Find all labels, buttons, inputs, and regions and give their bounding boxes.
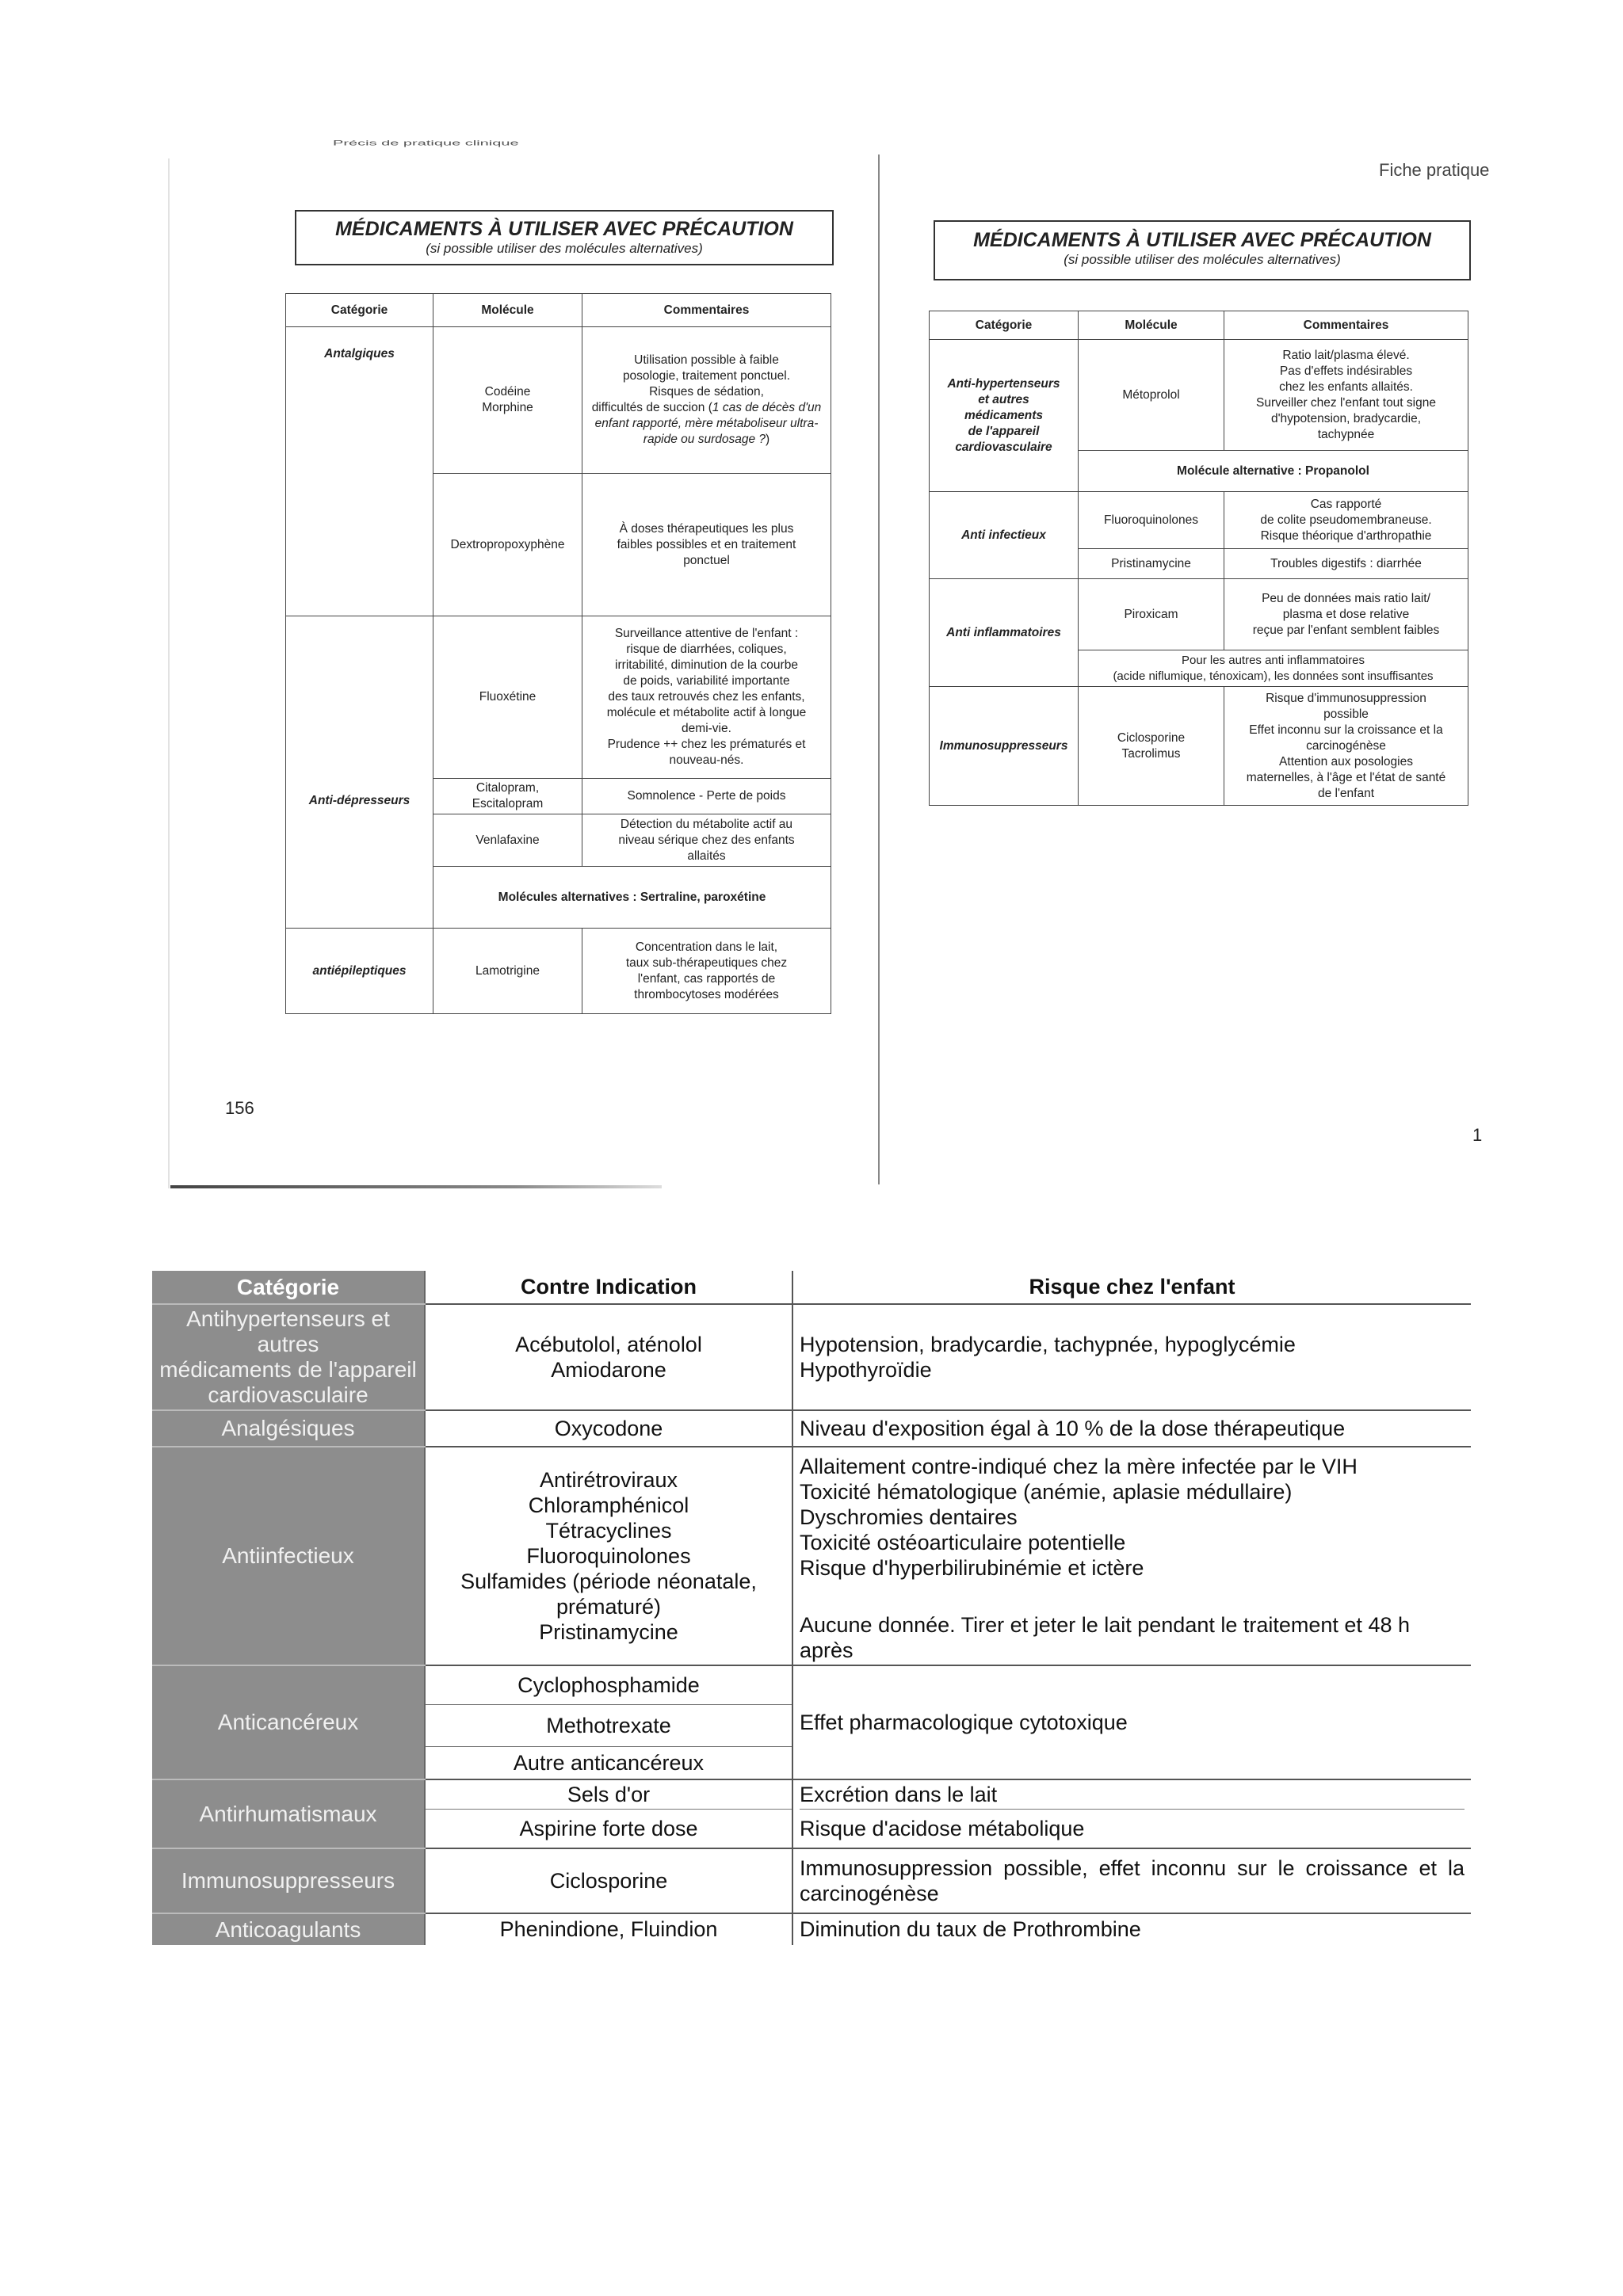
bt-category: Anticoagulants	[152, 1913, 425, 1945]
comment-fluoroquinolones: Cas rapporté de colite pseudomembraneuse. Risque théorique d'arthropathie	[1224, 492, 1468, 549]
molecule-codeine-morphine: Codéine Morphine	[433, 327, 582, 474]
molecule-citalopram: Citalopram, Escitalopram	[433, 779, 582, 814]
right-title: MÉDICAMENTS À UTILISER AVEC PRÉCAUTION	[973, 229, 1431, 251]
bt-contre-indication: Cyclophosphamide Methotrexate Autre anticancéreux	[425, 1665, 792, 1779]
bt-contre-indication: Antirétroviraux Chloramphénicol Tétracyclines Fluoroquinolones Sulfamides (période néonatale, prématuré) Pristinamycine	[425, 1447, 792, 1665]
table-row	[152, 1410, 1471, 1447]
bt-risque: Immunosuppression possible, effet inconnu sur le croissance et la carcinogénèse	[792, 1848, 1471, 1913]
antidepresseurs-alternative: Molécules alternatives : Sertraline, paroxétine	[433, 867, 831, 929]
bt-header-categorie: Catégorie	[152, 1271, 425, 1304]
category-antihypertenseurs: Anti-hypertenseurs et autres médicaments de l'appareil cardiovasculaire	[930, 340, 1079, 492]
molecule-ciclosporine-tacrolimus: Ciclosporine Tacrolimus	[1079, 687, 1224, 806]
table-row	[152, 1848, 1471, 1913]
category-antidepresseurs: Anti-dépresseurs	[286, 616, 433, 929]
bt-risque: Allaitement contre-indiqué chez la mère infectée par le VIH Toxicité hématologique (anémie, aplasie médullaire) Dyschromies dentaires Toxicité ostéoarticulaire potentielle Risque d'hyperbilirubinémie et ictère Aucune donnée. Tirer et jeter le lait pendant le traitement et 48 h après	[792, 1447, 1471, 1665]
comment-citalopram: Somnolence - Perte de poids	[582, 779, 831, 814]
comment-piroxicam: Peu de données mais ratio lait/ plasma et dose relative reçue par l'enfant semblent faibles	[1224, 579, 1468, 650]
bt-contre-indication: Sels d'or Aspirine forte dose	[425, 1779, 792, 1848]
rcol-header-categorie: Catégorie	[930, 311, 1079, 340]
bt-header-contre-indication: Contre Indication	[425, 1271, 792, 1304]
right-subtitle: (si possible utiliser des molécules alternatives)	[1064, 252, 1341, 267]
table-row	[152, 1665, 1471, 1779]
antiinflammatoires-note: Pour les autres anti inflammatoires (acide niflumique, ténoxicam), les données sont insuffisantes	[1079, 650, 1468, 687]
molecule-venlafaxine: Venlafaxine	[433, 814, 582, 867]
table-row	[152, 1779, 1471, 1848]
contraindication-table	[152, 1271, 1471, 1945]
bt-category: Antihypertenseurs et autres médicaments de l'appareil cardiovasculaire	[152, 1304, 425, 1410]
left-margin-line	[168, 158, 170, 1188]
comment-dextropropoxyphene: À doses thérapeutiques les plus faibles possibles et en traitement ponctuel	[582, 474, 831, 616]
category-antiinfectieux: Anti infectieux	[930, 492, 1079, 579]
page-divider	[878, 154, 880, 1184]
left-table	[285, 293, 831, 1014]
bt-contre-indication: Ciclosporine	[425, 1848, 792, 1913]
scan-bottom-edge	[170, 1185, 662, 1188]
molecule-fluoroquinolones: Fluoroquinolones	[1079, 492, 1224, 549]
bt-category: Immunosuppresseurs	[152, 1848, 425, 1913]
right-title-box	[934, 220, 1471, 280]
bt-risque: Diminution du taux de Prothrombine	[800, 1917, 1141, 1941]
bt-category: Analgésiques	[152, 1410, 425, 1447]
molecule-pristinamycine: Pristinamycine	[1079, 549, 1224, 579]
left-subtitle: (si possible utiliser des molécules alternatives)	[426, 241, 703, 256]
category-antiinflammatoires: Anti inflammatoires	[930, 579, 1079, 687]
rcol-header-commentaires: Commentaires	[1224, 311, 1468, 340]
antihypertenseurs-alternative: Molécule alternative : Propanolol	[1079, 451, 1468, 492]
comment-lamotrigine: Concentration dans le lait, taux sub-thérapeutiques chez l'enfant, cas rapportés de thrombocytoses modérées	[582, 929, 831, 1014]
left-page-number: 156	[225, 1098, 254, 1118]
left-title-box	[295, 210, 834, 265]
category-antiepileptiques: antiépileptiques	[286, 929, 433, 1014]
table-row	[152, 1913, 1471, 1945]
rcol-header-molecule: Molécule	[1079, 311, 1224, 340]
molecule-piroxicam: Piroxicam	[1079, 579, 1224, 650]
bt-risque: Excrétion dans le lait Risque d'acidose métabolique	[792, 1779, 1471, 1848]
left-title: MÉDICAMENTS À UTILISER AVEC PRÉCAUTION	[335, 218, 793, 240]
col-header-categorie: Catégorie	[286, 294, 433, 327]
bt-header-risque: Risque chez l'enfant	[792, 1271, 1471, 1304]
table-row	[152, 1447, 1471, 1665]
bt-risque: Hypotension, bradycardie, tachypnée, hypoglycémie Hypothyroïdie	[792, 1304, 1471, 1410]
right-table	[929, 311, 1468, 806]
right-page-number: 1	[1472, 1125, 1483, 1145]
category-antalgiques: Antalgiques	[286, 327, 433, 616]
col-header-molecule: Molécule	[433, 294, 582, 327]
bt-risque: Niveau d'exposition égal à 10 % de la dose thérapeutique	[792, 1410, 1471, 1447]
bt-risque: Effet pharmacologique cytotoxique	[792, 1665, 1471, 1779]
category-immunosuppresseurs: Immunosuppresseurs	[930, 687, 1079, 806]
bt-category: Antirhumatismaux	[152, 1779, 425, 1848]
comment-metoprolol: Ratio lait/plasma élevé. Pas d'effets indésirables chez les enfants allaités. Surveiller chez l'enfant tout signe d'hypotension, bradycardie, tachypnée	[1224, 340, 1468, 451]
col-header-commentaires: Commentaires	[582, 294, 831, 327]
molecule-lamotrigine: Lamotrigine	[433, 929, 582, 1014]
right-page-header: Fiche pratique	[1379, 160, 1490, 180]
bt-contre-indication: Phenindione, Fluindion	[425, 1913, 792, 1945]
molecule-metoprolol: Métoprolol	[1079, 340, 1224, 451]
bt-category: Anticancéreux	[152, 1665, 425, 1779]
comment-venlafaxine: Détection du métabolite actif au niveau sérique chez des enfants allaités	[582, 814, 831, 867]
molecule-fluoxetine: Fluoxétine	[433, 616, 582, 779]
comment-codeine: Utilisation possible à faible posologie, traitement ponctuel. Risques de sédation, difficultés de succion (1 cas de décès d'un enfant rapporté, mère métaboliseur ultra-rapide ou surdosage ?)	[582, 327, 831, 474]
table-row	[152, 1304, 1471, 1410]
molecule-dextropropoxyphene: Dextropropoxyphène	[433, 474, 582, 616]
comment-pristinamycine: Troubles digestifs : diarrhée	[1224, 549, 1468, 579]
left-page-header: Précis de pratique clinique	[333, 139, 519, 147]
comment-ciclosporine: Risque d'immunosuppression possible Effet inconnu sur la croissance et la carcinogénèse Attention aux posologies maternelles, à l'âge et l'état de santé de l'enfant	[1224, 687, 1468, 806]
bt-contre-indication: Acébutolol, aténolol Amiodarone	[425, 1304, 792, 1410]
bt-contre-indication: Oxycodone	[425, 1410, 792, 1447]
bt-category: Antiinfectieux	[152, 1447, 425, 1665]
comment-fluoxetine: Surveillance attentive de l'enfant : risque de diarrhées, coliques, irritabilité, diminution de la courbe de poids, variabilité importante des taux retrouvés chez les enfants, molécule et métabolite actif à longue demi-vie. Prudence ++ chez les prématurés et nouveau-nés.	[582, 616, 831, 779]
